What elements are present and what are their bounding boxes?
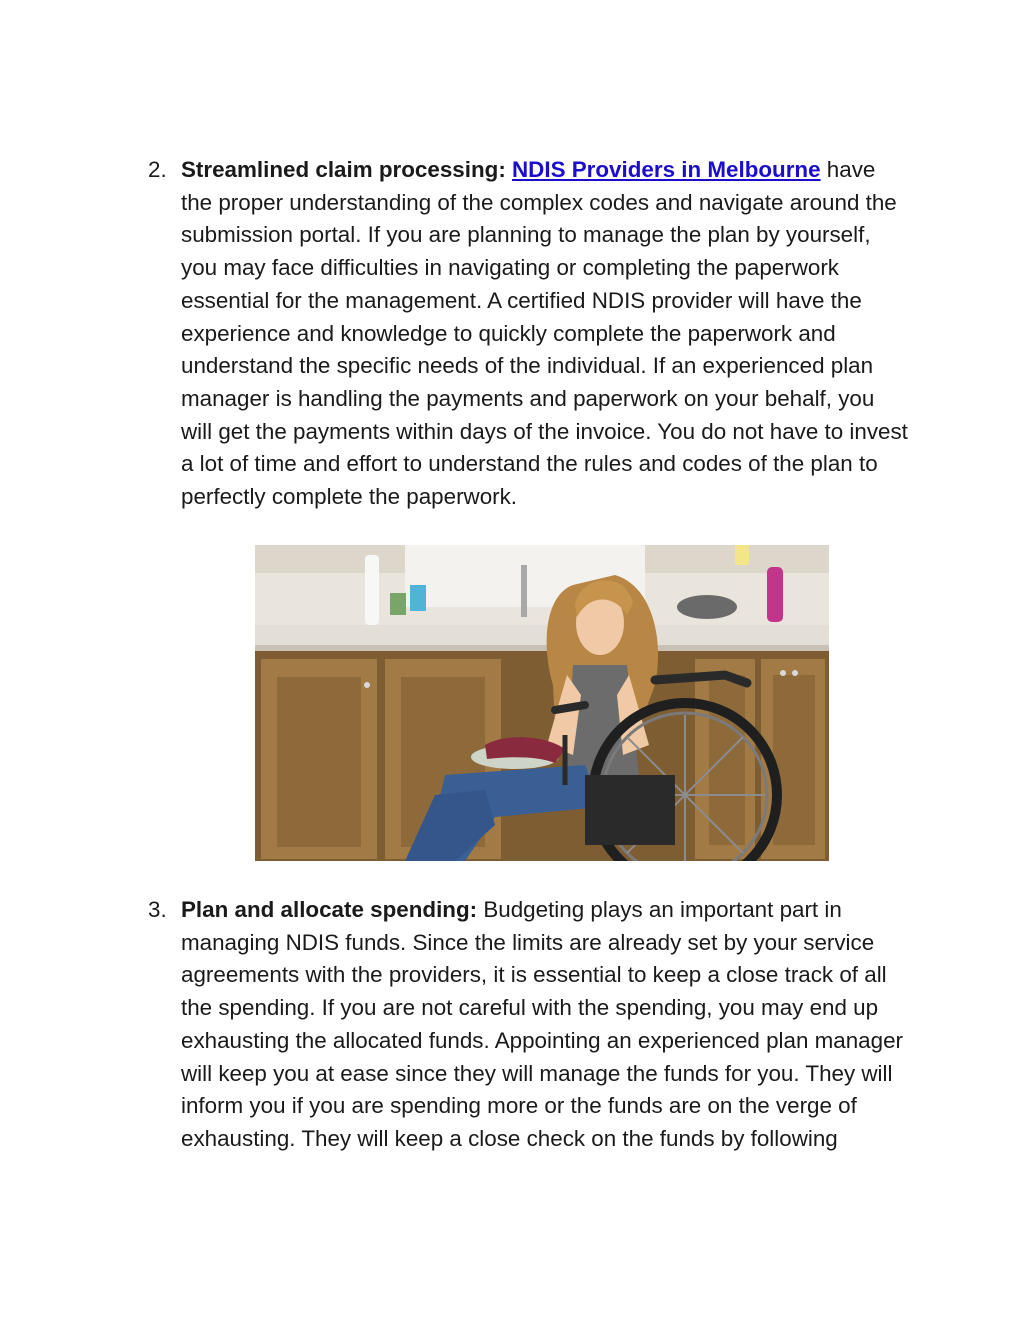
list-number: 3. [148, 897, 167, 922]
list-item-body [181, 894, 908, 1156]
photo-woman-in-wheelchair [255, 545, 829, 861]
list-item-plan-and-allocate-spending [148, 894, 908, 1156]
list-item-heading: Plan and allocate spending: [181, 897, 478, 922]
list-number: 2. [148, 157, 167, 182]
list-item-body [181, 154, 908, 514]
list-item-text: have the proper understanding of the complex codes and navigate around the submission portal. If you are planning to manage the plan by yourself, you may face difficulties in navigating or completing the paperwork essential for the management. A certified NDIS provider will have the experience and knowledge to quickly complete the paperwork and understand the specific needs of the individual. If an experienced plan manager is handling the payments and paperwork on your behalf, you will get the payments within days of the invoice. You do not have to invest a lot of time and effort to understand the rules and codes of the plan to perfectly complete the paperwork. [181, 157, 908, 510]
list-item-heading: Streamlined claim processing: [181, 157, 506, 182]
list-item-text: Budgeting plays an important part in managing NDIS funds. Since the limits are already set by your service agreements with the providers, it is essential to keep a close track of all the spending. If you are not careful with the spending, you may end up exhausting the allocated funds. Appointing an experienced plan manager will keep you at ease since they will manage the funds for you. They will inform you if you are spending more or the funds are on the verge of exhausting. They will keep a close check on the funds by following [181, 897, 903, 1151]
list-item-streamlined-claim-processing [148, 154, 908, 514]
ndis-providers-link[interactable]: NDIS Providers in Melbourne [512, 157, 821, 182]
